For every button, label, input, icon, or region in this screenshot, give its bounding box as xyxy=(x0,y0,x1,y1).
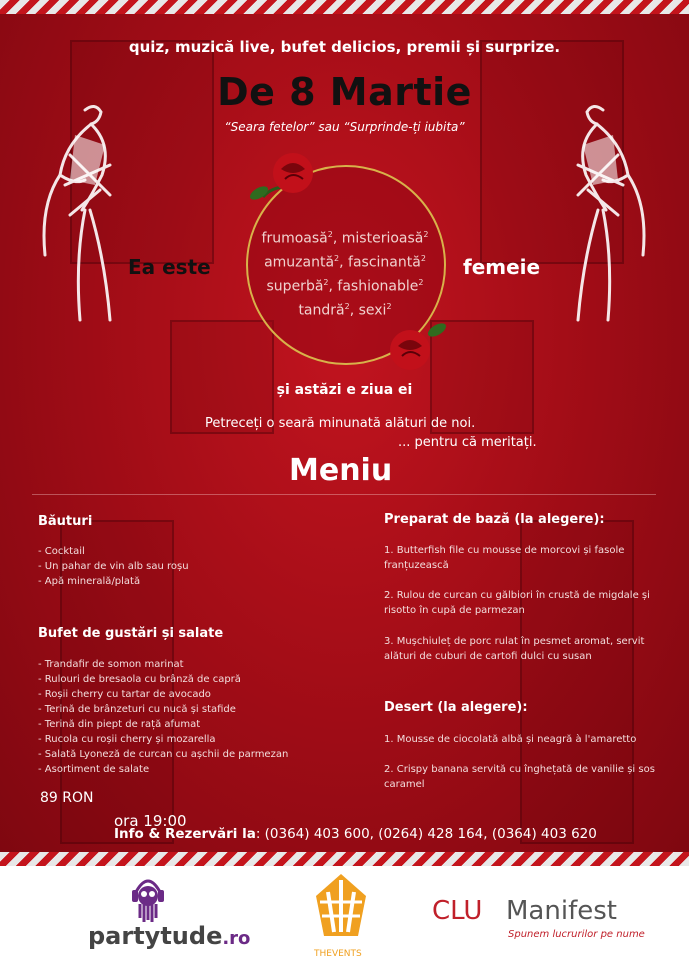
menu-item: 2. Crispy banana servită cu înghețată de vanilie și sos xyxy=(384,764,655,775)
adjective-line: amuzantă$^2$, fascinantă$^2$ xyxy=(264,254,426,271)
menu-item: - Asortiment de salate xyxy=(38,764,150,775)
drinks-heading: Băuturi xyxy=(38,514,93,529)
adjective-line: frumoasă$^2$, misterioasă$^2$ xyxy=(261,230,429,247)
candy-stripe-top xyxy=(0,0,689,14)
menu-item-cont: risotto în cupă de parmezan xyxy=(384,605,525,616)
menu-item-cont: franțuzească xyxy=(384,560,449,571)
menu-item: - Terină din piept de rață afumat xyxy=(38,719,201,730)
event-subtitle: “Seara fetelor” sau “Surprinde-ți iubita” xyxy=(224,120,465,134)
woman-sketch-right-icon xyxy=(548,95,658,335)
rose-bottom-icon xyxy=(382,318,452,378)
tagline: quiz, muzică live, bufet delicios, premii și surprize. xyxy=(128,38,561,56)
building-window xyxy=(520,520,634,844)
rose-top-icon xyxy=(245,145,325,205)
clu-wordmark: CLU xyxy=(432,896,483,926)
menu-item: - Salată Lyoneză de curcan cu așchii de parmezan xyxy=(38,749,289,760)
menu-item: - Apă minerală/plată xyxy=(38,576,141,587)
info-label: Info & Rezervări la xyxy=(114,826,256,842)
thevents-wordmark: THEVENTS xyxy=(314,949,362,959)
event-time: ora 19:00 xyxy=(114,812,187,830)
menu-item: - Cocktail xyxy=(38,546,85,557)
menu-item: - Roșii cherry cu tartar de avocado xyxy=(38,689,211,700)
menu-item: - Terină de brânzeturi cu nucă și stafide xyxy=(38,704,236,715)
manifest-slogan: Spunem lucrurilor pe nume xyxy=(508,929,645,940)
adjective-line: superbă$^2$, fashionable$^2$ xyxy=(266,278,424,295)
dessert-heading: Desert (la alegere): xyxy=(384,700,528,715)
adjective-line: tandră$^2$, sexi$^2$ xyxy=(298,302,392,319)
menu-item-cont: caramel xyxy=(384,779,425,790)
menu-item: - Rulouri de bresaola cu brânză de capră xyxy=(38,674,241,685)
sponsor-logos xyxy=(0,866,689,961)
menu-title: Meniu xyxy=(289,453,393,488)
manifest-wordmark: Manifest xyxy=(506,896,617,926)
menu-divider xyxy=(32,494,656,495)
info-phones: : (0364) 403 600, (0264) 428 164, (0364) 403 620 xyxy=(255,826,597,842)
reservation-info xyxy=(114,826,597,842)
menu-item: 1. Butterfish file cu mousse de morcovi și fasole xyxy=(384,545,625,556)
left-phrase: Ea este xyxy=(128,255,211,279)
invite-line-2: ... pentru că meritați. xyxy=(398,435,537,450)
partytude-wordmark: partytude.ro xyxy=(88,922,251,950)
price: 89 RON xyxy=(40,790,94,806)
menu-item: 2. Rulou de curcan cu gălbiori în crustă de migdale și xyxy=(384,590,650,601)
event-title: De 8 Martie xyxy=(217,70,472,114)
today-line: și astăzi e ziua ei xyxy=(276,382,413,398)
menu-item-cont: alături de cuburi de cartofi dulci cu susan xyxy=(384,651,592,662)
headphones-octopus-icon xyxy=(130,872,166,926)
menu-item: - Un pahar de vin alb sau roșu xyxy=(38,561,189,572)
menu-item: 3. Mușchiuleț de porc rulat în pesmet aromat, servit xyxy=(384,636,645,647)
thevents-emblem-icon xyxy=(312,872,370,948)
menu-item: - Trandafir de somon marinat xyxy=(38,659,184,670)
menu-item: 1. Mousse de ciocolată albă și neagră à l'amaretto xyxy=(384,734,637,745)
menu-item: - Rucola cu roșii cherry și mozarella xyxy=(38,734,216,745)
candy-stripe-bottom xyxy=(0,852,689,866)
woman-sketch-left-icon xyxy=(30,95,140,335)
invite-line-1: Petreceți o seară minunată alături de noi. xyxy=(205,416,476,431)
right-phrase: femeie xyxy=(463,255,541,279)
main-course-heading: Preparat de bază (la alegere): xyxy=(384,512,605,527)
buffet-heading: Bufet de gustări și salate xyxy=(38,626,224,641)
